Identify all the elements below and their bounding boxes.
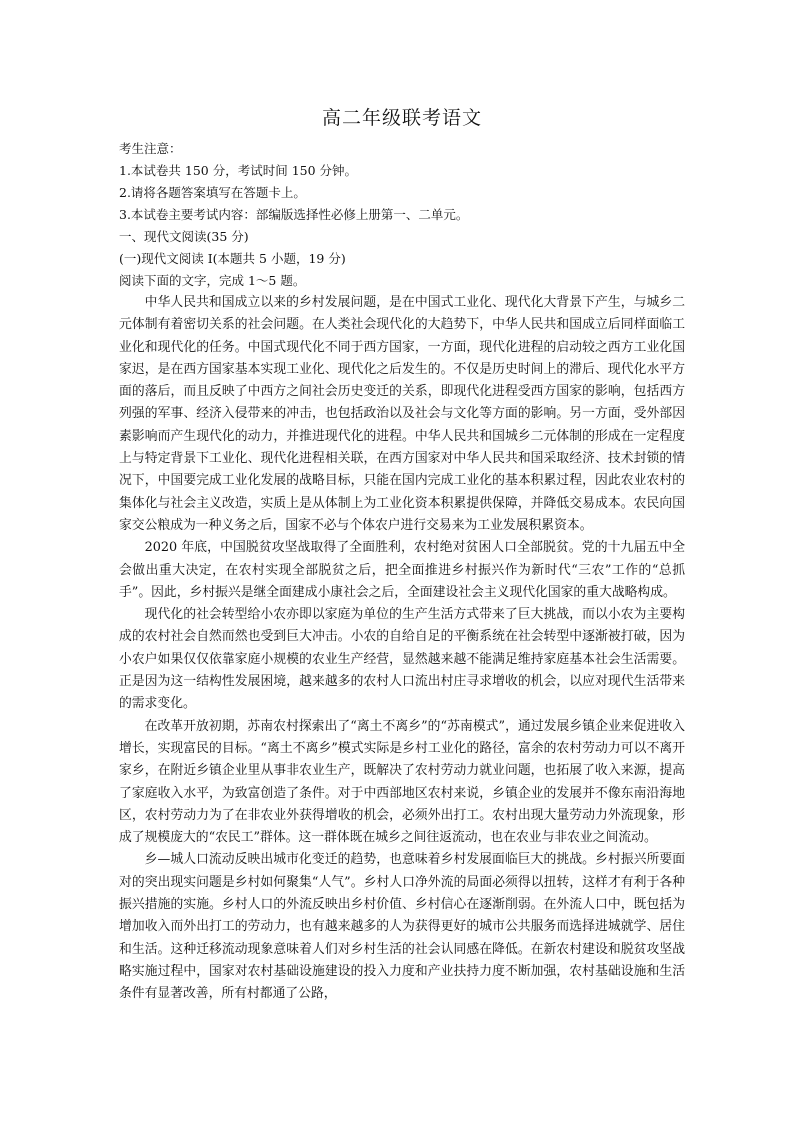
- passage-paragraph: 乡—城人口流动反映出城市化变迁的趋势，也意味着乡村发展面临巨大的挑战。乡村振兴所要面对的突出现实问题是乡村如何聚集“人气”。乡村人口净外流的局面必须得以扭转，这样才有利于各种振兴措施的实施。乡村人口的外流反映出乡村价值、乡村信心在逐渐削弱。在外流人口中，既包括为增加收入而外出打工的劳动力，也有越来越多的人为获得更好的城市公共服务而选择进城就学、居住和生活。这种迁移流动现象意味着人们对乡村生活的社会认同感在降低。在新农村建设和脱贫攻坚战略实施过程中，国家对农村基础设施建设的投入力度和产业扶持力度不断加强，农村基础设施和生活条件有显著改善，所有村都通了公路，: [119, 852, 685, 1002]
- reading-instruction: 阅读下面的文字，完成 1～5 题。: [119, 273, 306, 288]
- passage-paragraph: 现代化的社会转型给小农亦即以家庭为单位的生产生活方式带来了巨大挑战，而以小农为主要构成的农村社会自然而然也受到巨大冲击。小农的自给自足的平衡系统在社会转型中逐渐被打破，因为小农户如果仅仅依靠家庭小规模的农业生产经营，显然越来越不能满足维持家庭基本社会生活需要。正是因为这一结构性发展困境，越来越多的农村人口流出村庄寻求增收的机会，以应对现代生活带来的需求变化。: [119, 607, 685, 712]
- exam-title: 高二年级联考语文: [321, 107, 482, 129]
- exam-page: [119, 104, 685, 1006]
- passage-paragraph: 2020 年底，中国脱贫攻坚战取得了全面胜利，农村绝对贫困人口全部脱贫。党的十九届五中全会做出重大决定，在农村实现全部脱贫之后，把全面推进乡村振兴作为新时代“三农”工作的“总抓手”。因此，乡村振兴是继全面建成小康社会之后，全面建设社会主义现代化国家的重大战略构成。: [119, 540, 685, 600]
- notice-item: 1.本试卷共 150 分，考试时间 150 分钟。: [119, 163, 358, 178]
- notice-item: 2.请将各题答案填写在答题卡上。: [119, 185, 306, 200]
- subsection-heading: (一)现代文阅读 I(本题共 5 小题，19 分): [119, 251, 346, 266]
- passage-paragraph: 中华人民共和国成立以来的乡村发展问题，是在中国式工业化、现代化大背景下产生，与城乡二元体制有着密切关系的社会问题。在人类社会现代化的大趋势下，中华人民共和国成立后同样面临工业化和现代化的任务。中国式现代化不同于西方国家，一方面，现代化进程的启动较之西方工业化国家迟，是在西方国家基本实现工业化、现代化之后发生的。不仅是历史时间上的滞后、现代化水平方面的落后，而且反映了中西方之间社会历史变迁的关系，即现代化进程受西方国家的影响，包括西方列强的军事、经济入侵带来的冲击，也包括政治以及社会与文化等方面的影响。另一方面，受外部因素影响而产生现代化的动力，并推进现代化的进程。中华人民共和国城乡二元体制的形成在一定程度上与特定背景下工业化、现代化进程相关联，在西方国家对中华人民共和国采取经济、技术封锁的情况下，中国要完成工业化发展的战略目标，只能在国内完成工业化的基本积累过程，因此农业农村的集体化与社会主义改造，实质上是从体制上为工业化资本积累提供保障，并降低交易成本。农民向国家交公粮成为一种义务之后，国家不必与个体农户进行交易来为工业发展积累资本。: [119, 295, 685, 533]
- notice-header: 考生注意：: [119, 141, 182, 156]
- section-heading: 一、现代文阅读(35 分): [119, 229, 249, 244]
- passage-paragraph: 在改革开放初期，苏南农村探索出了“离土不离乡”的“苏南模式”，通过发展乡镇企业来促进收入增长，实现富民的目标。“离土不离乡”模式实际是乡村工业化的路径，富余的农村劳动力可以不离开家乡，在附近乡镇企业里从事非农业生产，既解决了农村劳动力就业问题，也拓展了收入来源，提高了家庭收入水平，为致富创造了条件。对于中西部地区农村来说，乡镇企业的发展并不像东南沿海地区，农村劳动力为了在非农业外获得增收的机会，必须外出打工。农村出现大量劳动力外流现象，形成了规模庞大的“农民工”群体。这一群体既在城乡之间往返流动，也在农业与非农业之间流动。: [119, 718, 685, 846]
- notice-item: 3.本试卷主要考试内容：部编版选择性必修上册第一、二单元。: [119, 207, 469, 222]
